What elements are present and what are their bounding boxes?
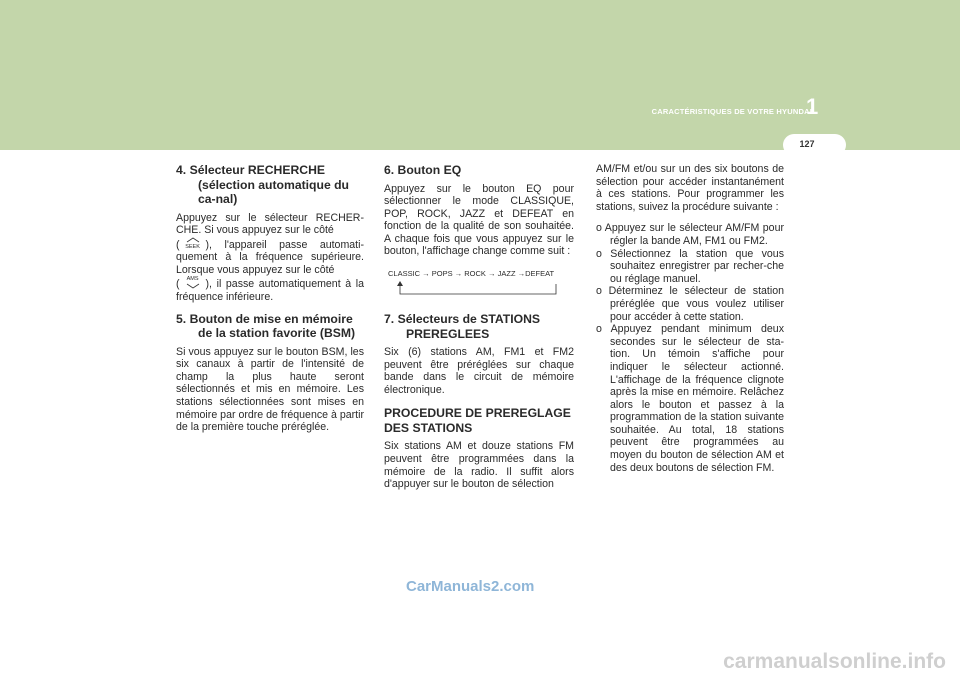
section-7-title-continued: PREREGLEES: [406, 326, 490, 341]
section-4-title-continued: (sélection automatique du ca-nal): [198, 177, 350, 206]
section-5-number: 5.: [176, 311, 187, 326]
procedure-body: Six stations AM et douze stations FM peuvent être programmées dans la mémoire de la radio. Il suffit alors d'appuyer sur le bouton de sélection: [384, 440, 574, 491]
footer-watermark: carmanualsonline.info: [723, 650, 946, 673]
procedure-intro: AM/FM et/ou sur un des six boutons de sélection pour accéder instantanément à ces stations. Pour programmer les stations, suivez la procédure suivante :: [596, 163, 784, 213]
ams-label: AMS: [186, 276, 199, 283]
section-7-heading: [384, 312, 574, 341]
procedure-step: o Appuyez pendant minimum deux secondes sur le sélecteur de sta-tion. Un témoin s'affiche pour indiquer le sélecteur actionné. L'affichage de la fréquence clignote après la mise en mémoire. Relâchez alors le bouton et passez à la programmation de la station suivante souhaitée. Au total, 18 stations peuvent être programmées au moyen du bouton de sélection AM et des deux boutons de sélection FM.: [596, 323, 784, 474]
watermark-logo: CarManuals2.com: [406, 578, 535, 595]
eq-cycle-text: CLASSIC → POPS → ROCK → JAZZ →DEFEAT: [388, 269, 555, 279]
procedure-step: o Sélectionnez la station que vous souhaitez enregistrer par recher-che ou réglage manuel.: [596, 247, 784, 285]
column-right: [596, 163, 784, 474]
procedure-heading: PROCEDURE DE PREREGLAGE DES STATIONS: [384, 406, 571, 435]
section-4-heading: [176, 163, 364, 207]
column-middle: [384, 163, 574, 498]
procedure-step: o Appuyez sur le sélecteur AM/FM pour régler la bande AM, FM1 ou FM2.: [596, 222, 784, 247]
section-5-body: Si vous appuyez sur le bouton BSM, les six canaux à partir de l'intensité de champ la plus haute seront sélectionnés et mis en mémoire. Les stations sélectionnées sont mises en mémoire par ordre de fréquence à partir de la première touche préréglée.: [176, 345, 364, 434]
seek-label: SEEK: [185, 243, 200, 250]
section-5-title-continued: de la station favorite (BSM): [198, 326, 356, 341]
paren-open: (: [176, 238, 180, 251]
section-4-text-b: ), l'appareil passe automati-quement à la fréquence supérieure. Lorsque vous appuyez sur le côté: [176, 238, 364, 276]
page-number: 127: [799, 139, 815, 149]
eq-return-arrow-icon: [384, 268, 574, 298]
chapter-number: 1: [806, 94, 819, 119]
section-4-title: Sélecteur RECHERCHE: [189, 163, 326, 177]
section-6-body: Appuyez sur le bouton EQ pour sélectionner le mode CLASSIQUE, POP, ROCK, JAZZ et DEFEAT en fonction de la qualité de son souhaitée. A chaque fois que vous appuyez sur le bouton, l'affichage change comme suit :: [384, 182, 574, 258]
column-left: [176, 163, 364, 441]
section-7-number: 7.: [384, 312, 395, 327]
seek-up-icon: [180, 237, 206, 251]
section-7-body: Six (6) stations AM, FM1 et FM2 peuvent être préréglées sur chaque bande dans le circuit de mémoire électronique.: [384, 346, 574, 396]
section-6-heading: 6. Bouton EQ: [384, 163, 462, 177]
ams-down-icon: [180, 276, 206, 290]
section-4-text-c: ), il passe automatiquement à la fréquence inférieure.: [176, 278, 364, 304]
section-4-body: [176, 212, 364, 304]
section-5-title: Bouton de mise en mémoire: [189, 311, 353, 326]
eq-cycle-diagram: [384, 268, 574, 298]
procedure-step: o Déterminez le sélecteur de station préréglée que vous voulez utiliser pour accéder à cette station.: [596, 285, 784, 323]
section-4-number: 4.: [176, 163, 187, 177]
paren-open: (: [176, 278, 180, 291]
section-4-text-a: Appuyez sur le sélecteur RECHER-CHE. Si vous appuyez sur le côté: [176, 211, 364, 237]
section-5-heading: [176, 312, 364, 341]
section-7-title: Sélecteurs de STATIONS: [397, 312, 541, 327]
chapter-title: CARACTÉRISTIQUES DE VOTRE HYUNDAI: [651, 107, 812, 116]
header-band: [0, 0, 960, 150]
